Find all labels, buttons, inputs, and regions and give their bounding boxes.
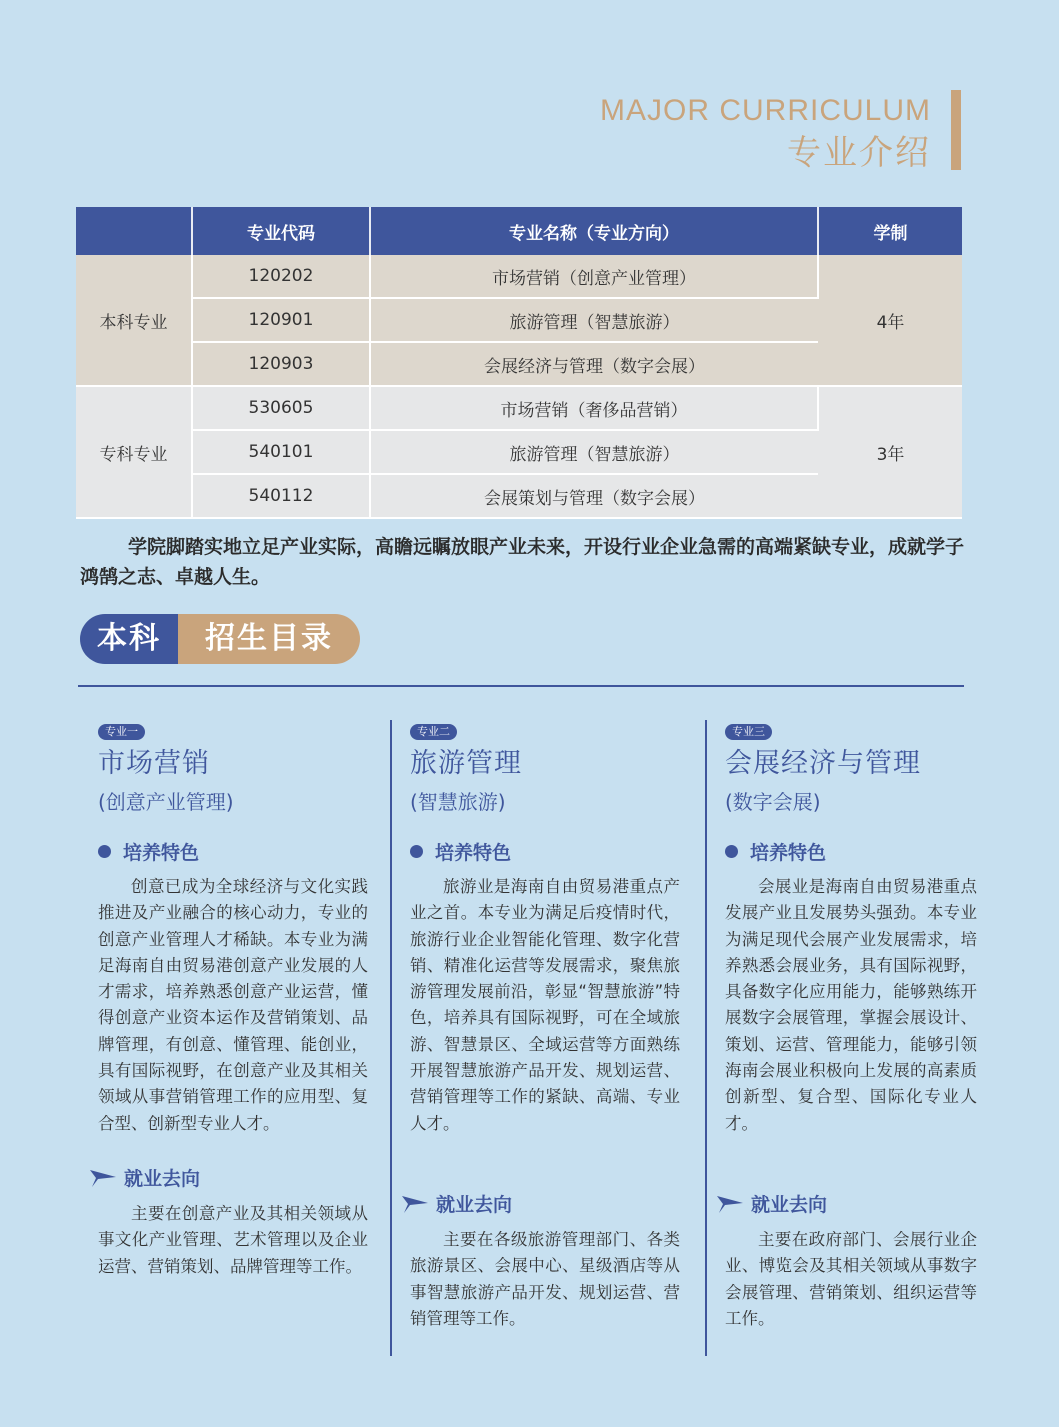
table-row xyxy=(76,386,962,430)
column-divider xyxy=(705,720,707,1356)
major-badge: 专业三 xyxy=(725,724,772,740)
major-name: 会展策划与管理（数字会展） xyxy=(370,474,818,518)
table-header-cell: 学制 xyxy=(818,207,962,255)
section-tag-right: 招生目录 xyxy=(178,614,360,664)
features-heading xyxy=(725,838,977,864)
career-text: 主要在各级旅游管理部门、各类旅游景区、会展中心、星级酒店等从事智慧旅游产品开发、规划运营、营销管理等工作。 xyxy=(410,1229,680,1328)
career-heading xyxy=(402,1191,680,1217)
features-heading-label: 培养特色 xyxy=(123,841,200,864)
features-text: 旅游业是海南自由贸易港重点产业之首。本专业为满足后疫情时代，旅游行业企业智能化管理、数字化营销、精准化运营等发展需求，聚焦旅游管理发展前沿，彰显“智慧旅游”特色，培养具有国际视野，可在全域旅游、智慧景区、全域运营等方面熟练开展智慧旅游产品开发、规划运营、营销管理等工作的紧缺、高端、专业人才。 xyxy=(410,877,680,1133)
major-code: 120901 xyxy=(192,298,370,342)
section-tag-left: 本科 xyxy=(80,614,178,664)
major-title: 旅游管理 xyxy=(410,748,522,779)
career-text: 主要在政府部门、会展行业企业、博览会及其相关领域从事数字会展管理、营销策划、组织运营等工作。 xyxy=(725,1229,977,1328)
table-row xyxy=(76,255,962,298)
group-label: 专科专业 xyxy=(76,386,192,518)
section-divider xyxy=(78,685,964,687)
career-heading xyxy=(90,1165,368,1191)
arrow-icon xyxy=(402,1194,428,1214)
features-heading-label: 培养特色 xyxy=(435,841,512,864)
major-badge: 专业二 xyxy=(410,724,457,740)
major-code: 540112 xyxy=(192,474,370,518)
major-title: 会展经济与管理 xyxy=(725,748,921,779)
major-card xyxy=(98,720,368,1280)
table-header-cell: 专业名称（专业方向） xyxy=(370,207,818,255)
header-accent-bar xyxy=(951,90,961,170)
page-header xyxy=(600,94,931,176)
major-name: 市场营销（奢侈品营销） xyxy=(370,386,818,430)
arrow-icon xyxy=(90,1168,116,1188)
career-heading-label: 就业去向 xyxy=(124,1168,201,1191)
major-code: 120202 xyxy=(192,255,370,298)
duration: 3年 xyxy=(818,386,962,518)
major-code: 540101 xyxy=(192,430,370,474)
table-header-row xyxy=(76,207,962,255)
bullet-dot-icon xyxy=(98,845,111,858)
major-table xyxy=(76,207,962,519)
features-heading xyxy=(410,838,680,864)
career-heading-label: 就业去向 xyxy=(751,1194,828,1217)
major-subtitle: (智慧旅游) xyxy=(410,790,506,814)
column-divider xyxy=(390,720,392,1356)
major-card xyxy=(725,720,977,1332)
major-title: 市场营销 xyxy=(98,748,210,779)
header-title-en: MAJOR CURRICULUM xyxy=(600,94,931,127)
major-code: 530605 xyxy=(192,386,370,430)
arrow-icon xyxy=(717,1194,743,1214)
major-name: 旅游管理（智慧旅游） xyxy=(370,298,818,342)
features-text: 创意已成为全球经济与文化实践推进及产业融合的核心动力，专业的创意产业管理人才稀缺。本专业为满足海南自由贸易港创意产业发展的人才需求，培养熟悉创意产业运营，懂得创意产业资本运作及营销策划、品牌管理，有创意、懂管理、能创业，具有国际视野，在创意产业及其相关领域从事营销管理工作的应用型、复合型、创新型专业人才。 xyxy=(98,877,368,1133)
major-subtitle: (创意产业管理) xyxy=(98,790,234,814)
major-card xyxy=(410,720,680,1332)
major-name: 会展经济与管理（数字会展） xyxy=(370,342,818,386)
section-tag xyxy=(80,614,360,664)
intro-paragraph xyxy=(80,532,964,592)
major-name: 市场营销（创意产业管理） xyxy=(370,255,818,298)
major-code: 120903 xyxy=(192,342,370,386)
bullet-dot-icon xyxy=(725,845,738,858)
table-header-cell: 专业代码 xyxy=(192,207,370,255)
duration: 4年 xyxy=(818,255,962,386)
table-header-cell xyxy=(76,207,192,255)
career-text: 主要在创意产业及其相关领域从事文化产业管理、艺术管理以及企业运营、营销策划、品牌管理等工作。 xyxy=(98,1203,368,1276)
header-title-cn: 专业介绍 xyxy=(787,133,931,173)
bullet-dot-icon xyxy=(410,845,423,858)
major-subtitle: (数字会展) xyxy=(725,790,821,814)
major-badge: 专业一 xyxy=(98,724,145,740)
group-label: 本科专业 xyxy=(76,255,192,386)
intro-text: 学院脚踏实地立足产业实际，高瞻远瞩放眼产业未来，开设行业企业急需的高端紧缺专业，成就学子鸿鹄之志、卓越人生。 xyxy=(80,536,965,588)
features-heading-label: 培养特色 xyxy=(750,841,827,864)
features-heading xyxy=(98,838,368,864)
career-heading-label: 就业去向 xyxy=(436,1194,513,1217)
major-name: 旅游管理（智慧旅游） xyxy=(370,430,818,474)
career-heading xyxy=(717,1191,977,1217)
features-text: 会展业是海南自由贸易港重点发展产业且发展势头强劲。本专业为满足现代会展产业发展需求，培养熟悉会展业务，具有国际视野，具备数字化应用能力，能够熟练开展数字会展管理，掌握会展设计、策划、运营、管理能力，能够引领海南会展业积极向上发展的高素质创新型、复合型、国际化专业人才。 xyxy=(725,877,977,1133)
